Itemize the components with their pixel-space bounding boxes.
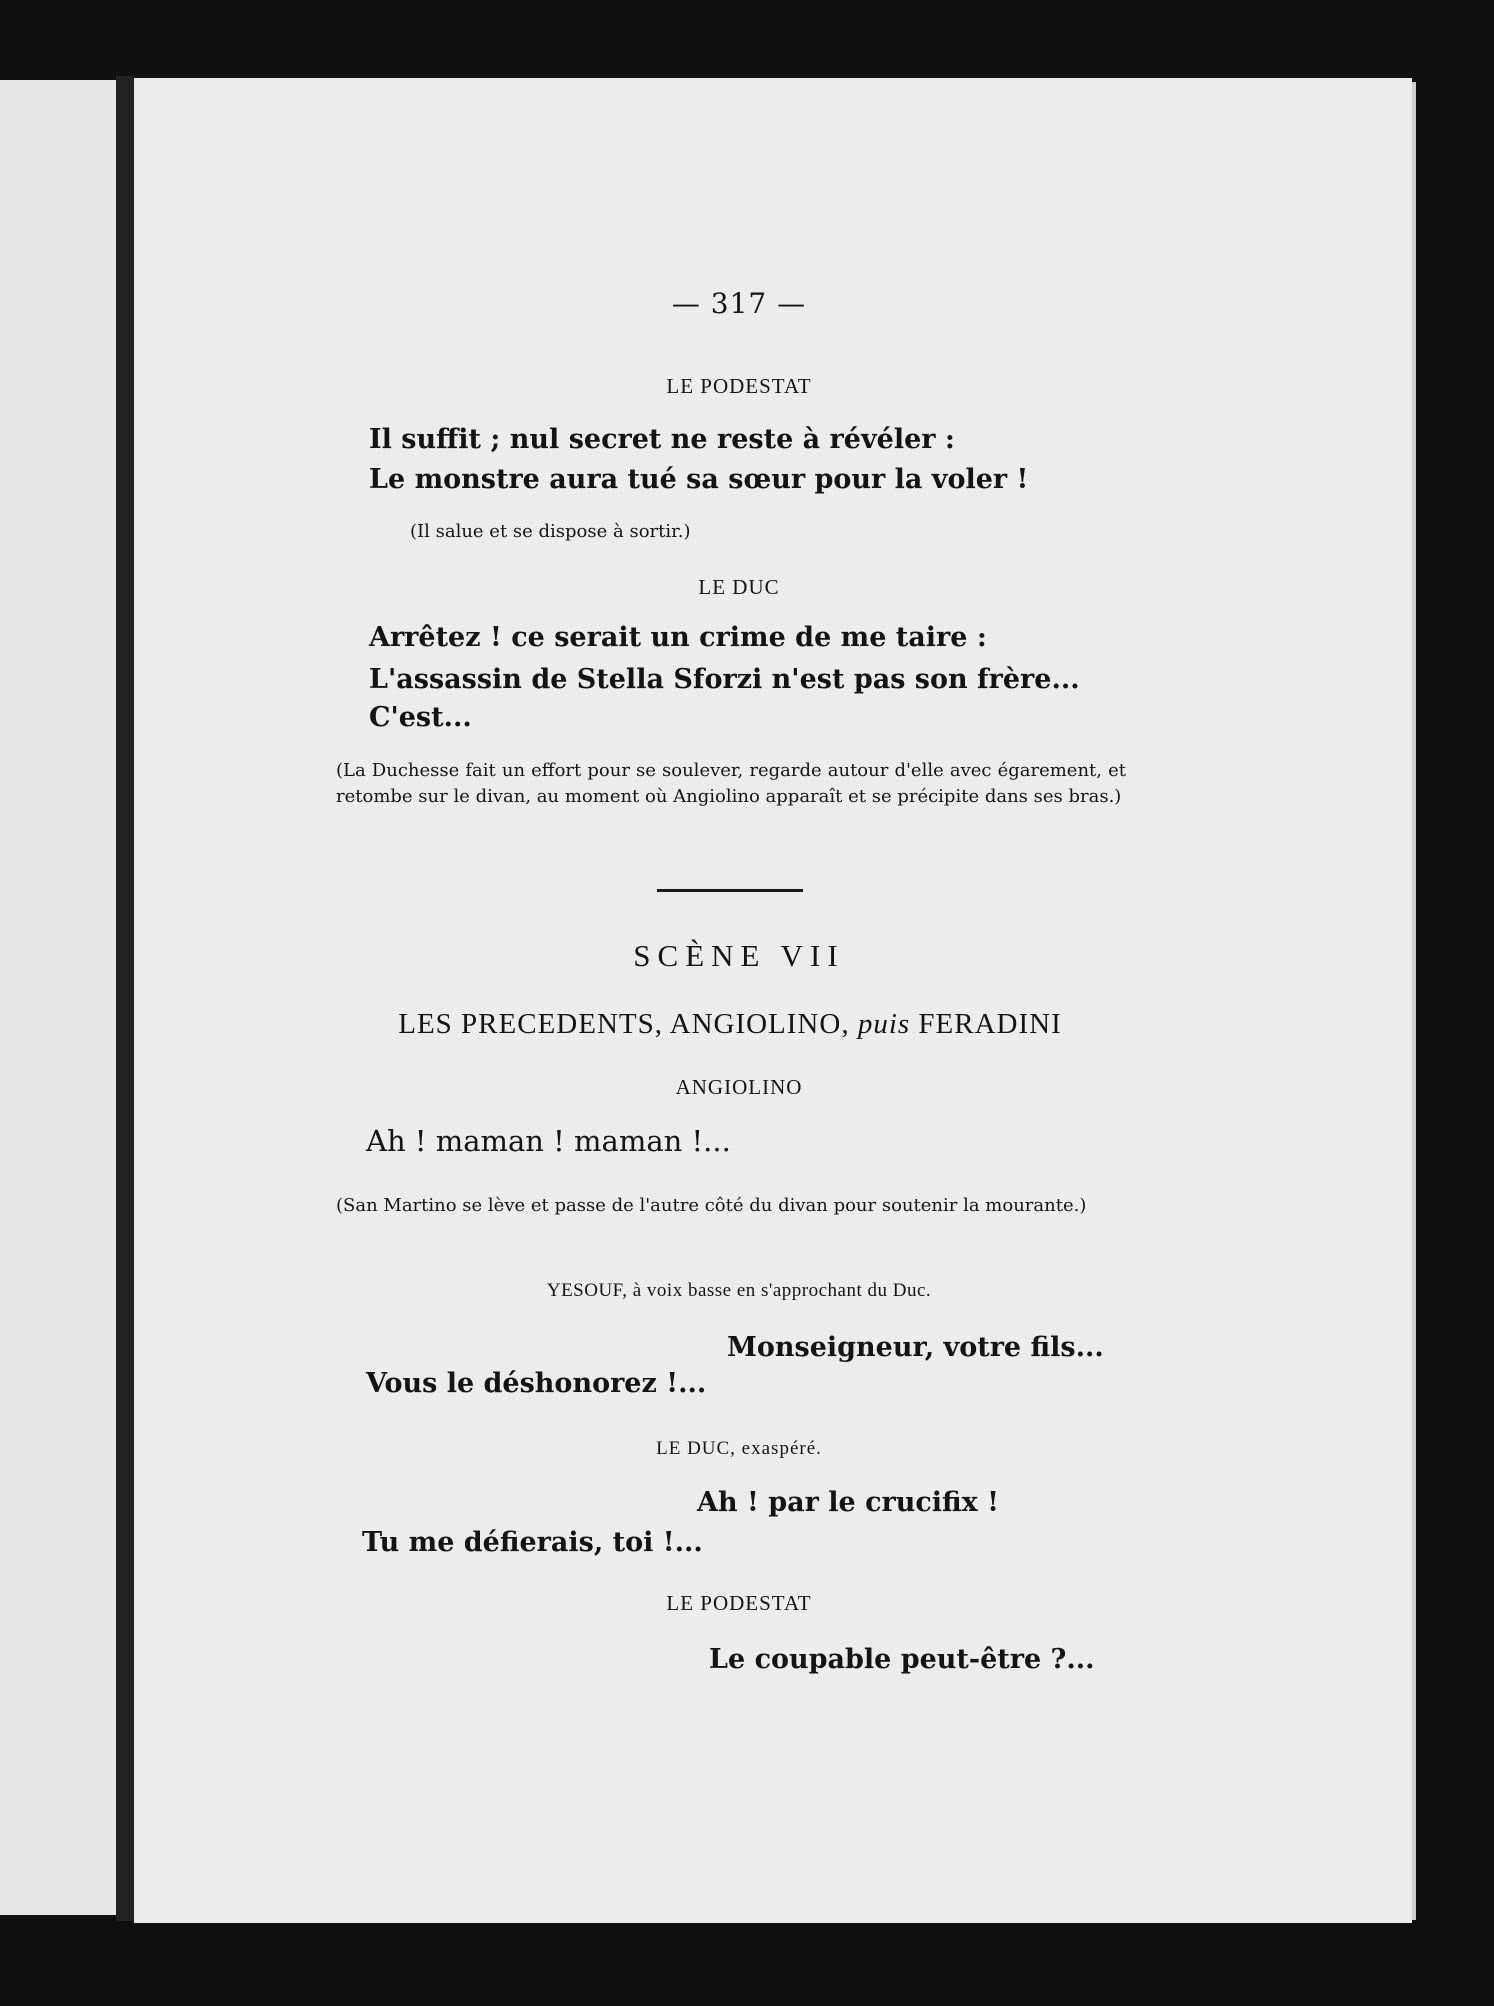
stage-direction: (San Martino se lève et passe de l'autre côté du divan pour soutenir la mourante.) <box>336 1195 1087 1216</box>
characters-list: LES PRECEDENTS, ANGIOLINO, <box>398 1008 850 1040</box>
scene-characters <box>0 1008 1460 1041</box>
verse-line: Le coupable peut-être ?... <box>709 1644 1095 1675</box>
verse-line: Tu me défierais, toi !... <box>362 1527 703 1558</box>
verse-line: C'est... <box>369 702 472 733</box>
verse-line: Ah ! maman ! maman !... <box>366 1124 731 1158</box>
scene-divider <box>657 889 803 892</box>
verse-line: Monseigneur, votre fils... <box>727 1332 1104 1363</box>
speaker-angiolino: ANGIOLINO <box>675 1075 803 1099</box>
speaker-yesouf: YESOUF, à voix basse en s'approchant du Duc. <box>546 1280 932 1301</box>
verse-line: Arrêtez ! ce serait un crime de me taire : <box>369 622 987 653</box>
page-number: — 317 — <box>671 287 807 320</box>
verse-line: Il suffit ; nul secret ne reste à révéler : <box>369 424 955 455</box>
characters-puis: puis <box>857 1008 911 1040</box>
stage-direction: (La Duchesse fait un effort pour se soulever, regarde autour d'elle avec égarement, et retombe sur le divan, au moment où Angiolino apparaît et se précipite dans ses bras.) <box>336 760 1126 807</box>
book-spine <box>116 76 134 1921</box>
speaker-le-duc: LE DUC <box>698 575 780 599</box>
verse-line: Vous le déshonorez !... <box>366 1368 707 1399</box>
speaker-le-duc: LE DUC, exaspéré. <box>656 1438 822 1459</box>
scene-title: SCÈNE VII <box>633 938 845 973</box>
verse-line: L'assassin de Stella Sforzi n'est pas son frère... <box>369 664 1080 695</box>
left-page-edge <box>0 80 128 1915</box>
speaker-le-podestat: LE PODESTAT <box>666 374 812 398</box>
speaker-le-podestat: LE PODESTAT <box>666 1591 812 1615</box>
verse-line: Ah ! par le crucifix ! <box>697 1487 1000 1518</box>
stage-direction: (Il salue et se dispose à sortir.) <box>410 521 691 542</box>
page-edge <box>1412 82 1416 1920</box>
verse-line: Le monstre aura tué sa sœur pour la voler ! <box>369 464 1029 495</box>
characters-late: FERADINI <box>918 1008 1062 1040</box>
